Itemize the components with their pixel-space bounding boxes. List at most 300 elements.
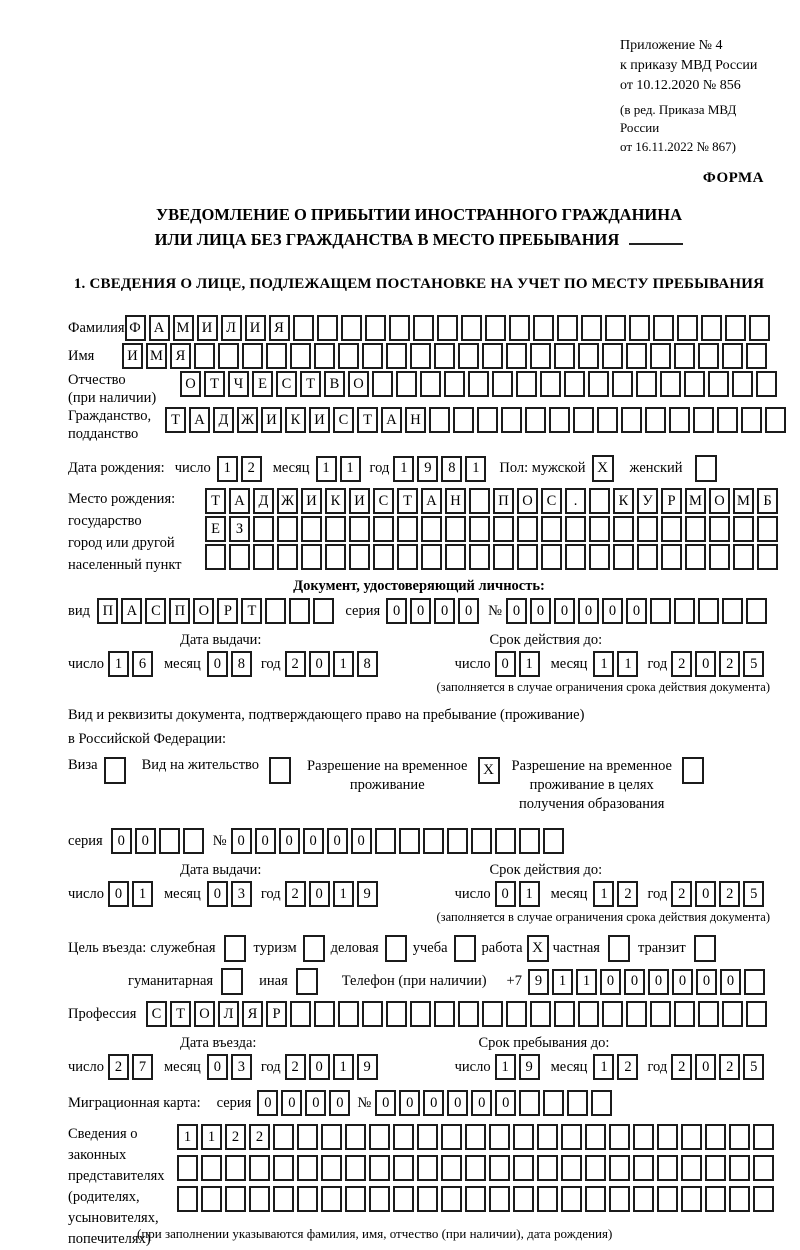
form-cell[interactable]	[273, 1186, 294, 1212]
form-cell[interactable]: 1	[108, 651, 129, 677]
form-cell[interactable]: О	[517, 488, 538, 514]
form-cell[interactable]	[554, 343, 575, 369]
form-cell[interactable]	[317, 315, 338, 341]
form-cell[interactable]: И	[245, 315, 266, 341]
form-cell[interactable]	[453, 407, 474, 433]
form-cell[interactable]: 9	[528, 969, 549, 995]
form-cell[interactable]: А	[149, 315, 170, 341]
form-cell[interactable]	[613, 516, 634, 542]
form-cell[interactable]: С	[146, 1001, 167, 1027]
form-cell[interactable]	[297, 1155, 318, 1181]
form-cell[interactable]	[177, 1155, 198, 1181]
form-cell[interactable]	[533, 315, 554, 341]
form-cell[interactable]	[633, 1124, 654, 1150]
form-cell[interactable]	[645, 407, 666, 433]
form-cell[interactable]	[469, 516, 490, 542]
form-cell[interactable]	[482, 1001, 503, 1027]
form-cell[interactable]	[693, 407, 714, 433]
form-cell[interactable]: Е	[252, 371, 273, 397]
form-cell[interactable]: К	[613, 488, 634, 514]
form-cell[interactable]: 0	[207, 881, 228, 907]
form-cell[interactable]: 0	[648, 969, 669, 995]
purpose-study-checkbox[interactable]	[454, 935, 476, 962]
form-cell[interactable]: 1	[617, 651, 638, 677]
form-cell[interactable]: И	[261, 407, 282, 433]
form-cell[interactable]	[565, 516, 586, 542]
form-cell[interactable]	[609, 1124, 630, 1150]
form-cell[interactable]	[423, 828, 444, 854]
form-cell[interactable]	[567, 1090, 588, 1116]
form-cell[interactable]: О	[194, 1001, 215, 1027]
form-cell[interactable]: П	[97, 598, 118, 624]
form-cell[interactable]	[650, 343, 671, 369]
form-cell[interactable]: И	[349, 488, 370, 514]
form-cell[interactable]	[589, 488, 610, 514]
form-cell[interactable]	[506, 1001, 527, 1027]
form-cell[interactable]	[338, 343, 359, 369]
form-cell[interactable]	[613, 544, 634, 570]
form-cell[interactable]	[609, 1155, 630, 1181]
form-cell[interactable]	[561, 1124, 582, 1150]
form-cell[interactable]: 1	[593, 881, 614, 907]
form-cell[interactable]: 0	[303, 828, 324, 854]
form-cell[interactable]	[249, 1186, 270, 1212]
form-cell[interactable]: Н	[445, 488, 466, 514]
form-cell[interactable]: 0	[506, 598, 527, 624]
form-cell[interactable]	[293, 315, 314, 341]
form-cell[interactable]	[554, 1001, 575, 1027]
form-cell[interactable]	[513, 1155, 534, 1181]
form-cell[interactable]: А	[381, 407, 402, 433]
form-cell[interactable]	[636, 371, 657, 397]
form-cell[interactable]	[537, 1186, 558, 1212]
form-cell[interactable]: 5	[743, 881, 764, 907]
purpose-tourism-checkbox[interactable]	[303, 935, 325, 962]
form-cell[interactable]: 5	[743, 651, 764, 677]
form-cell[interactable]	[540, 371, 561, 397]
form-cell[interactable]	[549, 407, 570, 433]
form-cell[interactable]	[458, 1001, 479, 1027]
form-cell[interactable]	[399, 828, 420, 854]
form-cell[interactable]: О	[180, 371, 201, 397]
form-cell[interactable]: 0	[471, 1090, 492, 1116]
form-cell[interactable]: К	[325, 488, 346, 514]
form-cell[interactable]: З	[229, 516, 250, 542]
form-cell[interactable]	[437, 315, 458, 341]
form-cell[interactable]: А	[421, 488, 442, 514]
form-cell[interactable]: 2	[719, 881, 740, 907]
form-cell[interactable]: 0	[257, 1090, 278, 1116]
form-cell[interactable]	[421, 544, 442, 570]
form-cell[interactable]	[612, 371, 633, 397]
form-cell[interactable]: М	[146, 343, 167, 369]
form-cell[interactable]	[410, 1001, 431, 1027]
form-cell[interactable]: 0	[135, 828, 156, 854]
form-cell[interactable]: Н	[405, 407, 426, 433]
form-cell[interactable]: Т	[300, 371, 321, 397]
form-cell[interactable]: А	[121, 598, 142, 624]
form-cell[interactable]	[225, 1186, 246, 1212]
form-cell[interactable]	[321, 1124, 342, 1150]
form-cell[interactable]: Т	[170, 1001, 191, 1027]
form-cell[interactable]	[561, 1186, 582, 1212]
form-cell[interactable]: М	[685, 488, 706, 514]
form-cell[interactable]: 0	[386, 598, 407, 624]
form-cell[interactable]: П	[169, 598, 190, 624]
form-cell[interactable]	[681, 1124, 702, 1150]
form-cell[interactable]	[362, 343, 383, 369]
form-cell[interactable]	[469, 544, 490, 570]
form-cell[interactable]	[205, 544, 226, 570]
form-cell[interactable]	[465, 1155, 486, 1181]
form-cell[interactable]	[375, 828, 396, 854]
form-cell[interactable]	[489, 1124, 510, 1150]
form-cell[interactable]: И	[301, 488, 322, 514]
form-cell[interactable]: Т	[204, 371, 225, 397]
form-cell[interactable]	[519, 1090, 540, 1116]
form-cell[interactable]: 1	[465, 456, 486, 482]
form-cell[interactable]: М	[733, 488, 754, 514]
form-cell[interactable]: 2	[671, 651, 692, 677]
form-cell[interactable]	[445, 544, 466, 570]
form-cell[interactable]	[461, 315, 482, 341]
purpose-private-checkbox[interactable]	[608, 935, 630, 962]
form-cell[interactable]	[698, 598, 719, 624]
form-cell[interactable]	[417, 1124, 438, 1150]
form-cell[interactable]: 0	[672, 969, 693, 995]
form-cell[interactable]: 1	[576, 969, 597, 995]
form-cell[interactable]	[537, 1155, 558, 1181]
form-cell[interactable]	[525, 407, 546, 433]
form-cell[interactable]	[701, 315, 722, 341]
form-cell[interactable]	[501, 407, 522, 433]
form-cell[interactable]: 2	[285, 651, 306, 677]
form-cell[interactable]	[194, 343, 215, 369]
form-cell[interactable]: 9	[417, 456, 438, 482]
form-cell[interactable]	[705, 1124, 726, 1150]
form-cell[interactable]	[345, 1124, 366, 1150]
form-cell[interactable]: 3	[231, 1054, 252, 1080]
form-cell[interactable]	[289, 598, 310, 624]
form-cell[interactable]	[420, 371, 441, 397]
form-cell[interactable]	[517, 516, 538, 542]
form-cell[interactable]	[321, 1155, 342, 1181]
form-cell[interactable]: 0	[255, 828, 276, 854]
form-cell[interactable]: Ж	[237, 407, 258, 433]
form-cell[interactable]	[698, 1001, 719, 1027]
form-cell[interactable]	[513, 1186, 534, 1212]
form-cell[interactable]	[386, 1001, 407, 1027]
form-cell[interactable]	[373, 516, 394, 542]
form-cell[interactable]: Д	[253, 488, 274, 514]
form-cell[interactable]	[732, 371, 753, 397]
form-cell[interactable]	[493, 516, 514, 542]
form-cell[interactable]: Т	[357, 407, 378, 433]
form-cell[interactable]	[471, 828, 492, 854]
form-cell[interactable]: Л	[221, 315, 242, 341]
form-cell[interactable]: П	[493, 488, 514, 514]
form-cell[interactable]: 2	[285, 1054, 306, 1080]
form-cell[interactable]: 2	[285, 881, 306, 907]
form-cell[interactable]	[765, 407, 786, 433]
form-cell[interactable]	[585, 1186, 606, 1212]
form-cell[interactable]: Я	[242, 1001, 263, 1027]
form-cell[interactable]: Ч	[228, 371, 249, 397]
form-cell[interactable]: 0	[399, 1090, 420, 1116]
form-cell[interactable]: Я	[269, 315, 290, 341]
form-cell[interactable]	[417, 1155, 438, 1181]
form-cell[interactable]	[725, 315, 746, 341]
form-cell[interactable]	[722, 343, 743, 369]
form-cell[interactable]	[369, 1155, 390, 1181]
form-cell[interactable]	[265, 598, 286, 624]
form-cell[interactable]	[661, 544, 682, 570]
form-cell[interactable]	[325, 516, 346, 542]
form-cell[interactable]	[410, 343, 431, 369]
purpose-official-checkbox[interactable]	[224, 935, 246, 962]
form-cell[interactable]: У	[637, 488, 658, 514]
sex-male-checkbox[interactable]: X	[592, 455, 614, 482]
form-cell[interactable]: Р	[661, 488, 682, 514]
form-cell[interactable]	[242, 343, 263, 369]
form-cell[interactable]: 9	[519, 1054, 540, 1080]
form-cell[interactable]	[588, 371, 609, 397]
form-cell[interactable]	[708, 371, 729, 397]
form-cell[interactable]: Д	[213, 407, 234, 433]
form-cell[interactable]	[421, 516, 442, 542]
form-cell[interactable]: С	[145, 598, 166, 624]
form-cell[interactable]: А	[189, 407, 210, 433]
form-cell[interactable]	[729, 1186, 750, 1212]
form-cell[interactable]: 0	[720, 969, 741, 995]
form-cell[interactable]	[468, 371, 489, 397]
form-cell[interactable]	[565, 544, 586, 570]
form-cell[interactable]: 2	[617, 881, 638, 907]
form-cell[interactable]: 6	[132, 651, 153, 677]
form-cell[interactable]: 3	[231, 881, 252, 907]
form-cell[interactable]: Л	[218, 1001, 239, 1027]
form-cell[interactable]	[657, 1155, 678, 1181]
form-cell[interactable]	[519, 828, 540, 854]
form-cell[interactable]	[733, 544, 754, 570]
form-cell[interactable]: 0	[207, 651, 228, 677]
form-cell[interactable]	[482, 343, 503, 369]
form-cell[interactable]	[591, 1090, 612, 1116]
form-cell[interactable]: 0	[327, 828, 348, 854]
form-cell[interactable]: 1	[495, 1054, 516, 1080]
form-cell[interactable]: 0	[207, 1054, 228, 1080]
form-cell[interactable]	[605, 315, 626, 341]
form-cell[interactable]	[314, 343, 335, 369]
form-cell[interactable]	[417, 1186, 438, 1212]
form-cell[interactable]	[393, 1124, 414, 1150]
form-cell[interactable]	[413, 315, 434, 341]
form-cell[interactable]: 1	[519, 881, 540, 907]
form-cell[interactable]	[744, 969, 765, 995]
form-cell[interactable]: 0	[695, 881, 716, 907]
form-cell[interactable]: 0	[281, 1090, 302, 1116]
form-cell[interactable]: 0	[434, 598, 455, 624]
form-cell[interactable]	[757, 544, 778, 570]
form-cell[interactable]	[602, 343, 623, 369]
form-cell[interactable]	[365, 315, 386, 341]
form-cell[interactable]	[530, 343, 551, 369]
form-cell[interactable]: 5	[743, 1054, 764, 1080]
form-cell[interactable]	[444, 371, 465, 397]
form-cell[interactable]: 2	[671, 881, 692, 907]
form-cell[interactable]: В	[324, 371, 345, 397]
purpose-business-checkbox[interactable]	[385, 935, 407, 962]
form-cell[interactable]	[709, 516, 730, 542]
form-cell[interactable]: 0	[458, 598, 479, 624]
form-cell[interactable]	[753, 1155, 774, 1181]
form-cell[interactable]	[297, 1124, 318, 1150]
form-cell[interactable]: 1	[201, 1124, 222, 1150]
form-cell[interactable]: С	[333, 407, 354, 433]
purpose-humanitarian-checkbox[interactable]	[221, 968, 243, 995]
form-cell[interactable]	[349, 544, 370, 570]
form-cell[interactable]	[661, 516, 682, 542]
form-cell[interactable]: И	[309, 407, 330, 433]
form-cell[interactable]	[674, 1001, 695, 1027]
form-cell[interactable]	[629, 315, 650, 341]
form-cell[interactable]	[301, 516, 322, 542]
form-cell[interactable]	[201, 1186, 222, 1212]
form-cell[interactable]	[273, 1124, 294, 1150]
form-cell[interactable]: 2	[249, 1124, 270, 1150]
form-cell[interactable]: С	[373, 488, 394, 514]
form-cell[interactable]: 2	[225, 1124, 246, 1150]
form-cell[interactable]: 1	[132, 881, 153, 907]
form-cell[interactable]: Б	[757, 488, 778, 514]
form-cell[interactable]: 0	[309, 651, 330, 677]
form-cell[interactable]: 2	[617, 1054, 638, 1080]
form-cell[interactable]: С	[541, 488, 562, 514]
form-cell[interactable]	[393, 1186, 414, 1212]
form-cell[interactable]	[325, 544, 346, 570]
form-cell[interactable]	[530, 1001, 551, 1027]
form-cell[interactable]: 0	[279, 828, 300, 854]
option-visa-checkbox[interactable]	[104, 757, 126, 784]
form-cell[interactable]	[314, 1001, 335, 1027]
form-cell[interactable]	[637, 544, 658, 570]
form-cell[interactable]	[345, 1186, 366, 1212]
form-cell[interactable]	[698, 343, 719, 369]
form-cell[interactable]: 0	[309, 1054, 330, 1080]
form-cell[interactable]	[657, 1124, 678, 1150]
form-cell[interactable]: 0	[423, 1090, 444, 1116]
form-cell[interactable]	[321, 1186, 342, 1212]
form-cell[interactable]	[705, 1186, 726, 1212]
form-cell[interactable]: 1	[519, 651, 540, 677]
form-cell[interactable]	[674, 343, 695, 369]
purpose-work-checkbox[interactable]: X	[527, 935, 549, 962]
form-cell[interactable]	[266, 343, 287, 369]
form-cell[interactable]: 0	[695, 651, 716, 677]
form-cell[interactable]: 0	[309, 881, 330, 907]
form-cell[interactable]: Т	[205, 488, 226, 514]
form-cell[interactable]: А	[229, 488, 250, 514]
form-cell[interactable]	[681, 1155, 702, 1181]
form-cell[interactable]	[290, 343, 311, 369]
form-cell[interactable]: 0	[329, 1090, 350, 1116]
form-cell[interactable]	[753, 1124, 774, 1150]
form-cell[interactable]	[277, 544, 298, 570]
form-cell[interactable]	[386, 343, 407, 369]
form-cell[interactable]	[685, 516, 706, 542]
form-cell[interactable]: 0	[231, 828, 252, 854]
form-cell[interactable]	[441, 1186, 462, 1212]
form-cell[interactable]: 0	[111, 828, 132, 854]
form-cell[interactable]	[313, 598, 334, 624]
form-cell[interactable]: .	[565, 488, 586, 514]
form-cell[interactable]	[489, 1186, 510, 1212]
form-cell[interactable]: Ж	[277, 488, 298, 514]
form-cell[interactable]: 0	[495, 651, 516, 677]
form-cell[interactable]	[602, 1001, 623, 1027]
form-cell[interactable]: 8	[441, 456, 462, 482]
form-cell[interactable]	[389, 315, 410, 341]
form-cell[interactable]	[541, 544, 562, 570]
form-cell[interactable]	[674, 598, 695, 624]
form-cell[interactable]: 0	[554, 598, 575, 624]
purpose-other-checkbox[interactable]	[296, 968, 318, 995]
form-cell[interactable]	[585, 1155, 606, 1181]
form-cell[interactable]	[561, 1155, 582, 1181]
form-cell[interactable]: 2	[671, 1054, 692, 1080]
form-cell[interactable]: Т	[397, 488, 418, 514]
form-cell[interactable]: 2	[241, 456, 262, 482]
form-cell[interactable]	[660, 371, 681, 397]
form-cell[interactable]	[741, 407, 762, 433]
form-cell[interactable]	[218, 343, 239, 369]
form-cell[interactable]	[541, 516, 562, 542]
form-cell[interactable]: 1	[333, 881, 354, 907]
form-cell[interactable]	[677, 315, 698, 341]
form-cell[interactable]: О	[709, 488, 730, 514]
form-cell[interactable]: 0	[447, 1090, 468, 1116]
form-cell[interactable]	[729, 1155, 750, 1181]
form-cell[interactable]: С	[276, 371, 297, 397]
form-cell[interactable]: 0	[696, 969, 717, 995]
form-cell[interactable]	[516, 371, 537, 397]
form-cell[interactable]	[733, 516, 754, 542]
form-cell[interactable]	[397, 516, 418, 542]
form-cell[interactable]	[225, 1155, 246, 1181]
form-cell[interactable]	[537, 1124, 558, 1150]
form-cell[interactable]: 0	[602, 598, 623, 624]
form-cell[interactable]	[177, 1186, 198, 1212]
form-cell[interactable]	[297, 1186, 318, 1212]
form-cell[interactable]	[749, 315, 770, 341]
form-cell[interactable]	[626, 343, 647, 369]
form-cell[interactable]	[509, 315, 530, 341]
form-cell[interactable]	[338, 1001, 359, 1027]
form-cell[interactable]: 0	[410, 598, 431, 624]
form-cell[interactable]: Т	[241, 598, 262, 624]
form-cell[interactable]	[434, 343, 455, 369]
form-cell[interactable]	[273, 1155, 294, 1181]
form-cell[interactable]	[729, 1124, 750, 1150]
form-cell[interactable]	[585, 1124, 606, 1150]
form-cell[interactable]: 1	[217, 456, 238, 482]
form-cell[interactable]	[397, 544, 418, 570]
form-cell[interactable]	[746, 343, 767, 369]
purpose-transit-checkbox[interactable]	[694, 935, 716, 962]
form-cell[interactable]	[653, 315, 674, 341]
form-cell[interactable]: 9	[357, 881, 378, 907]
form-cell[interactable]	[717, 407, 738, 433]
